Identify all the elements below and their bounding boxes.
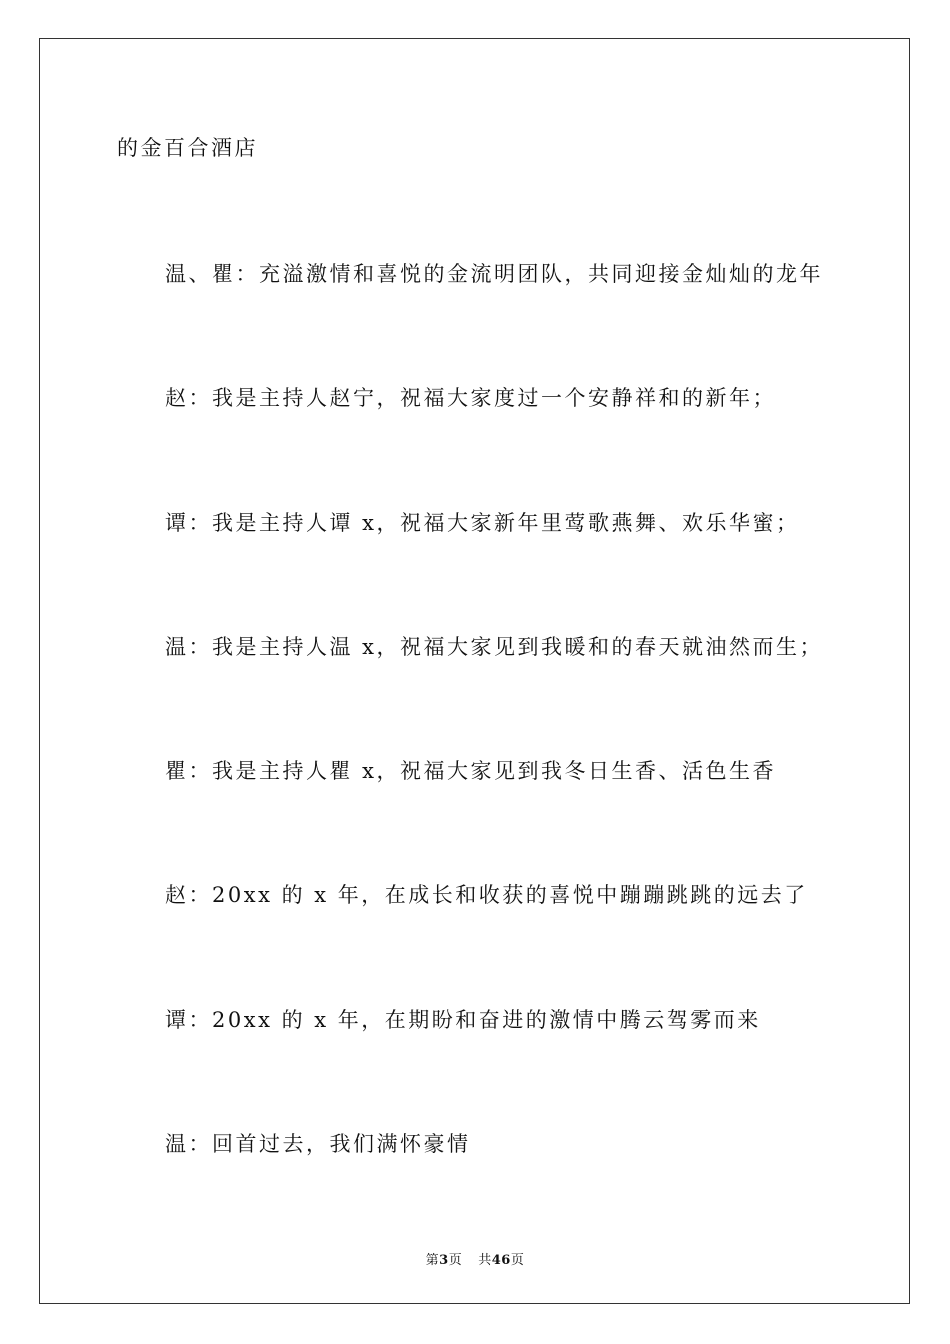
footer-page-prefix: 第 <box>425 1253 440 1268</box>
text-line-8: 谭：20xx 的 x 年，在期盼和奋进的激情中腾云驾雾而来 <box>165 1008 761 1032</box>
footer-total-suffix: 页 <box>510 1253 525 1268</box>
text-line-6: 瞿：我是主持人瞿 x，祝福大家见到我冬日生香、活色生香 <box>165 759 777 783</box>
footer-total-pages: 46 <box>491 1253 511 1268</box>
text-line-3: 赵：我是主持人赵宁，祝福大家度过一个安静祥和的新年； <box>165 386 776 410</box>
footer-page-suffix: 页 <box>448 1253 463 1268</box>
page-border <box>39 38 910 1304</box>
text-line-4: 谭：我是主持人谭 x，祝福大家新年里莺歌燕舞、欢乐华蜜； <box>165 511 800 535</box>
text-line-2: 温、瞿：充溢激情和喜悦的金流明团队，共同迎接金灿灿的龙年 <box>165 262 823 286</box>
page-footer <box>0 1249 950 1268</box>
footer-total-prefix: 共 <box>478 1253 492 1268</box>
footer-page-number: 3 <box>439 1253 449 1268</box>
text-line-7: 赵：20xx 的 x 年，在成长和收获的喜悦中蹦蹦跳跳的远去了 <box>165 883 808 907</box>
text-line-5: 温：我是主持人温 x，祝福大家见到我暖和的春天就油然而生； <box>165 635 824 659</box>
text-line-1: 的金百合酒店 <box>117 136 258 160</box>
text-line-9: 温：回首过去，我们满怀豪情 <box>165 1132 471 1156</box>
